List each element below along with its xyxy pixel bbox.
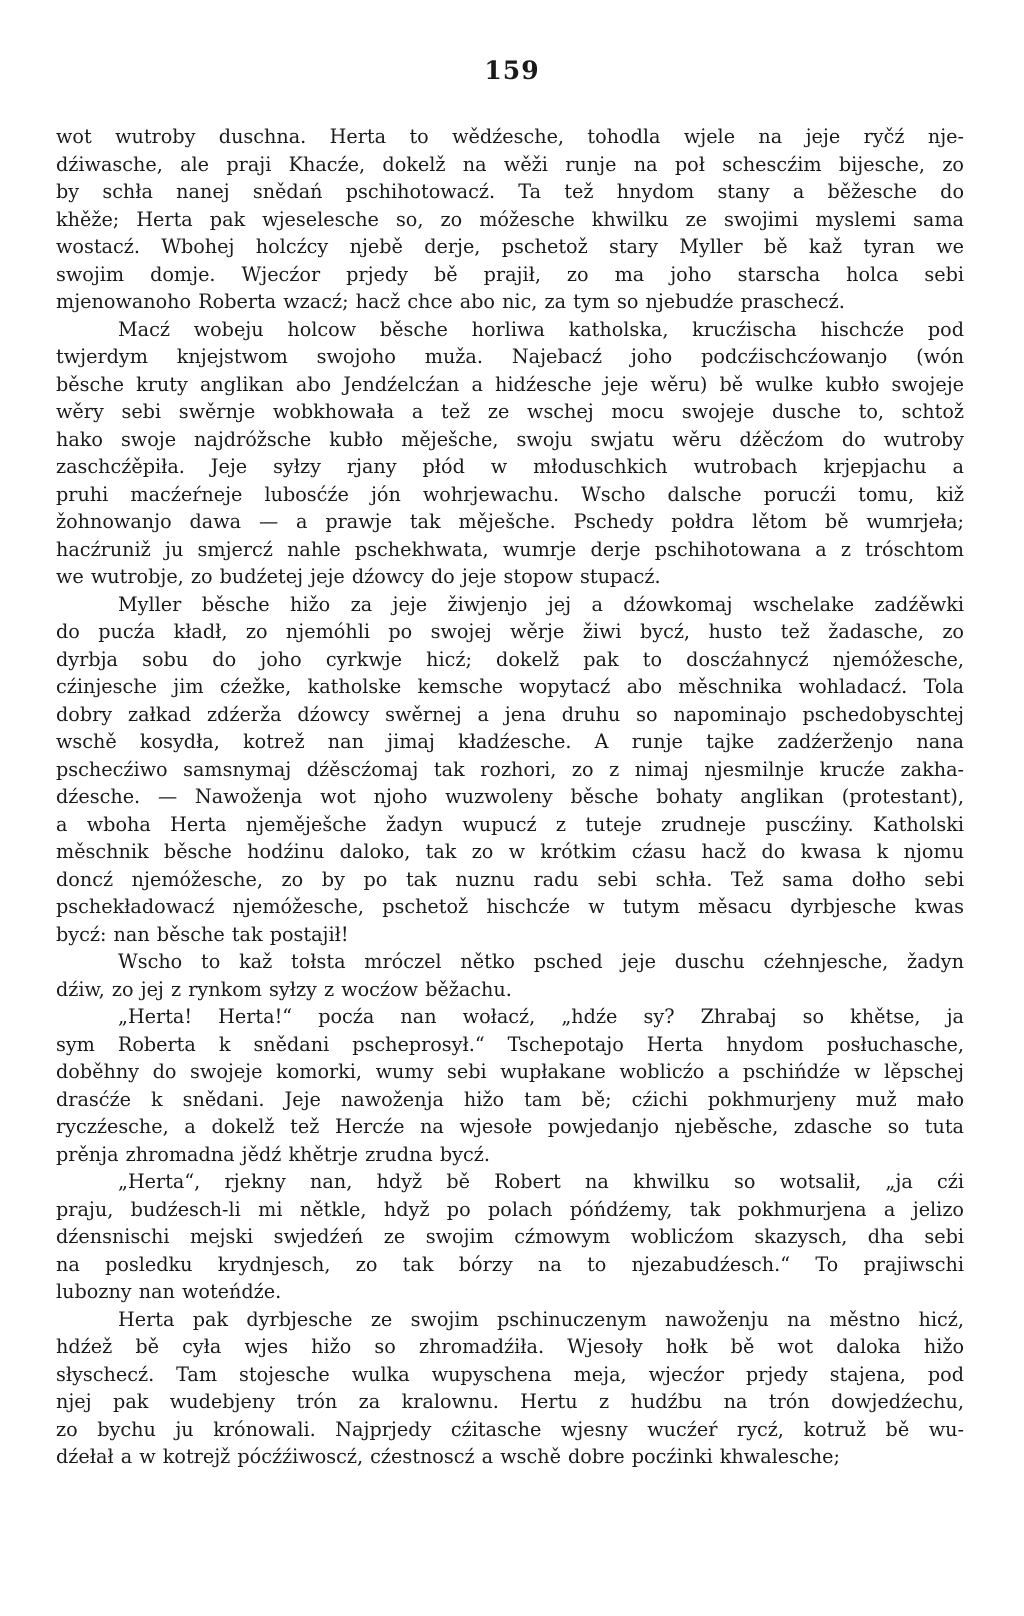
text-line: hdźež bě cyła wjes hižo so zhromadźiła. Wjesoły hołk bě wot daloka hižo xyxy=(56,1335,964,1358)
text-line: Macź wobeju holcow běsche horliwa katholska, krucźischa hischcźe pod xyxy=(118,317,964,341)
text-line: do pucźa kładł, zo njemóhli po swojej wěrje žiwi bycź, husto tež žadasche, zo xyxy=(56,620,964,643)
text-line: zaschcźěpiła. Jeje syłzy rjany płód w młoduschkich wutrobach krjepjachu a xyxy=(56,455,964,478)
text-line: bycź: nan běsche tak postajił! xyxy=(56,922,349,946)
text-line: wschě kosydła, kotrež nan jimaj kładźesche. A runje tajke zadźerženjo nana xyxy=(56,730,964,753)
text-line: dźesche. — Nawoženja wot njoho wuzwoleny běsche bohaty anglikan (protestant), xyxy=(56,785,964,808)
text-line: sym Roberta k snědani pscheprosył.“ Tschepotajo Herta hnydom posłuchasche, xyxy=(56,1032,964,1056)
text-line: měschnik běsche hodźinu daloko, tak zo w krótkim cźasu hacž do kwasa k njomu xyxy=(56,840,964,863)
text-line: we wutrobje, zo budźetej jeje dźowcy do jeje stopow stupacź. xyxy=(56,565,661,588)
text-line: na posledku krydnjesch, zo tak bórzy na to njezabudźesch.“ To prajiwschi xyxy=(56,1252,964,1276)
text-line: lubozny nan woteńdźe. xyxy=(56,1280,282,1303)
text-line: dźiw, zo jej z rynkom syłzy z wocźow běžachu. xyxy=(56,977,512,1001)
text-line: žohnowanjo dawa — a prawje tak měješche. Pschedy połdra lětom bě wumrjeła; xyxy=(56,510,964,533)
text-line: wostacź. Wbohej holcźcy njebě derje, pschetož stary Myller bě kaž tyran we xyxy=(56,235,964,258)
text-line: „Herta! Herta!“ pocźa nan wołacź, „hdźe sy? Zhrabaj so khětse, ja xyxy=(118,1005,964,1028)
text-line: hacźruniž ju smjercź nahle pschekhwata, wumrje derje pschihotowana a z tróschtom xyxy=(56,537,964,561)
text-line: mjenowanoho Roberta wzacź; hacž chce abo nic, za tym so njebudźe praschecź. xyxy=(56,290,845,313)
text-line: swojim domje. Wjecźor prjedy bě prajił, zo ma joho starscha holca sebi xyxy=(56,262,964,286)
paragraph xyxy=(56,1003,964,1168)
text-line: běsche kruty anglikan abo Jendźelcźan a hidźesche jeje wěru) bě wulke kubło swojeje xyxy=(56,372,964,396)
paragraph xyxy=(56,1306,964,1471)
text-line: pruhi macźeŕneje lubosćźe jón wohrjewachu. Wscho dalsche porucźi tomu, kiž xyxy=(56,482,964,506)
paragraph xyxy=(56,948,964,1003)
text-line: by schła nanej snědań pschihotowacź. Ta tež hnydom stany a běžesche do xyxy=(56,180,964,203)
text-line: dźensnischi mejski swjedźeń ze swojim cźmowym woblicźom skazysch, dha sebi xyxy=(56,1225,964,1248)
text-line: drasćźe k snědani. Jeje nawoženja hižo tam bě; cźichi pokhmurjeny muž mało xyxy=(56,1087,964,1111)
text-line: wěry sebi swěrnje wobkhowała a tež ze wschej mocu swojeje dusche to, schtož xyxy=(56,400,964,423)
paragraph xyxy=(56,591,964,949)
text-line: khěže; Herta pak wjeselesche so, zo móžesche khwilku ze swojimi myslemi sama xyxy=(56,207,964,231)
paragraph xyxy=(56,316,964,591)
text-line: Herta pak dyrbjesche ze swojim pschinuczenym nawoženju na městno hicź, xyxy=(118,1307,964,1331)
text-line: Myller běsche hižo za jeje žiwjenjo jej a dźowkomaj wschelake zadźěwki xyxy=(118,592,964,616)
text-line: dźełał a w kotrejž pócźźiwoscź, cźestnoscź a wschě dobre pocźinki khwalesche; xyxy=(56,1445,840,1468)
text-line: prěnja zhromadna jědź khětrje zrudna bycź. xyxy=(56,1142,490,1166)
text-line: cźinjesche jim cźežke, katholske kemsche wopytacź abo měschnika wohladacź. Tola xyxy=(56,675,964,698)
text-line: pschecźiwo samsnymaj dźěscźomaj tak rozhori, zo z nimaj njesmilnje krucźe zakha- xyxy=(56,757,964,781)
text-line: dźiwasche, ale praji Khacźe, dokelž na wěži runje na poł schescźim bijesche, zo xyxy=(56,152,964,176)
text-line: doncź njemóžesche, zo by po tak nuznu radu sebi schła. Tež sama dołho sebi xyxy=(56,867,964,891)
page-number: 159 xyxy=(484,56,540,85)
text-line: hako swoje najdróžsche kubło měješche, swoju swjatu wěru dźěcźom do wutroby xyxy=(56,427,964,451)
text-line: pschekładowacź njemóžesche, pschetož hischcźe w tutym měsacu dyrbjesche kwas xyxy=(56,895,964,918)
text-body xyxy=(56,123,964,1471)
text-line: wot wutroby duschna. Herta to wědźesche, tohodla wjele na jeje ryčź nje- xyxy=(56,125,964,148)
text-line: dyrbja sobu do joho cyrkwje hicź; dokelž pak to doscźahnycź njemóžesche, xyxy=(56,647,964,671)
text-line: słyschecź. Tam stojesche wulka wupyschena meja, wjecźor prjedy stajena, pod xyxy=(56,1362,964,1386)
text-line: twjerdym knjejstwom swojoho muža. Najebacź joho podcźischcźowanjo (wón xyxy=(56,345,964,368)
text-line: „Herta“, rjekny nan, hdyž bě Robert na khwilku so wotsalił, „ja cźi xyxy=(118,1170,964,1193)
text-line: a wboha Herta njeměješche žadyn wupucź z tuteje zrudneje puscźiny. Katholski xyxy=(56,812,964,836)
text-line: praju, budźesch-li mi nětkle, hdyž po polach póńdźemy, tak pokhmurjena a jelizo xyxy=(56,1197,964,1221)
text-line: doběhny do swojeje komorki, wumy sebi wupłakane woblicźo a pschińdźe w lěpschej xyxy=(56,1060,964,1083)
text-line: ryczźesche, a dokelž tež Hercźe na wjesołe powjedanjo njeběsche, zdasche so tuta xyxy=(56,1115,964,1138)
text-line: Wscho to kaž tołsta mróczel nětko psched jeje duschu cźehnjesche, žadyn xyxy=(118,950,964,973)
paragraph xyxy=(56,1168,964,1306)
text-line: zo bychu ju krónowali. Najprjedy cźitasche wjesny wucźeŕ rycź, kotruž bě wu- xyxy=(56,1417,964,1441)
text-line: njej pak wudebjeny trón za kralownu. Hertu z hudźbu na trón dowjedźechu, xyxy=(56,1390,964,1413)
paragraph xyxy=(56,123,964,316)
text-line: dobry załkad zdźerža dźowcy swěrnej a jena druhu so napominajo pschedobyschtej xyxy=(56,702,964,726)
